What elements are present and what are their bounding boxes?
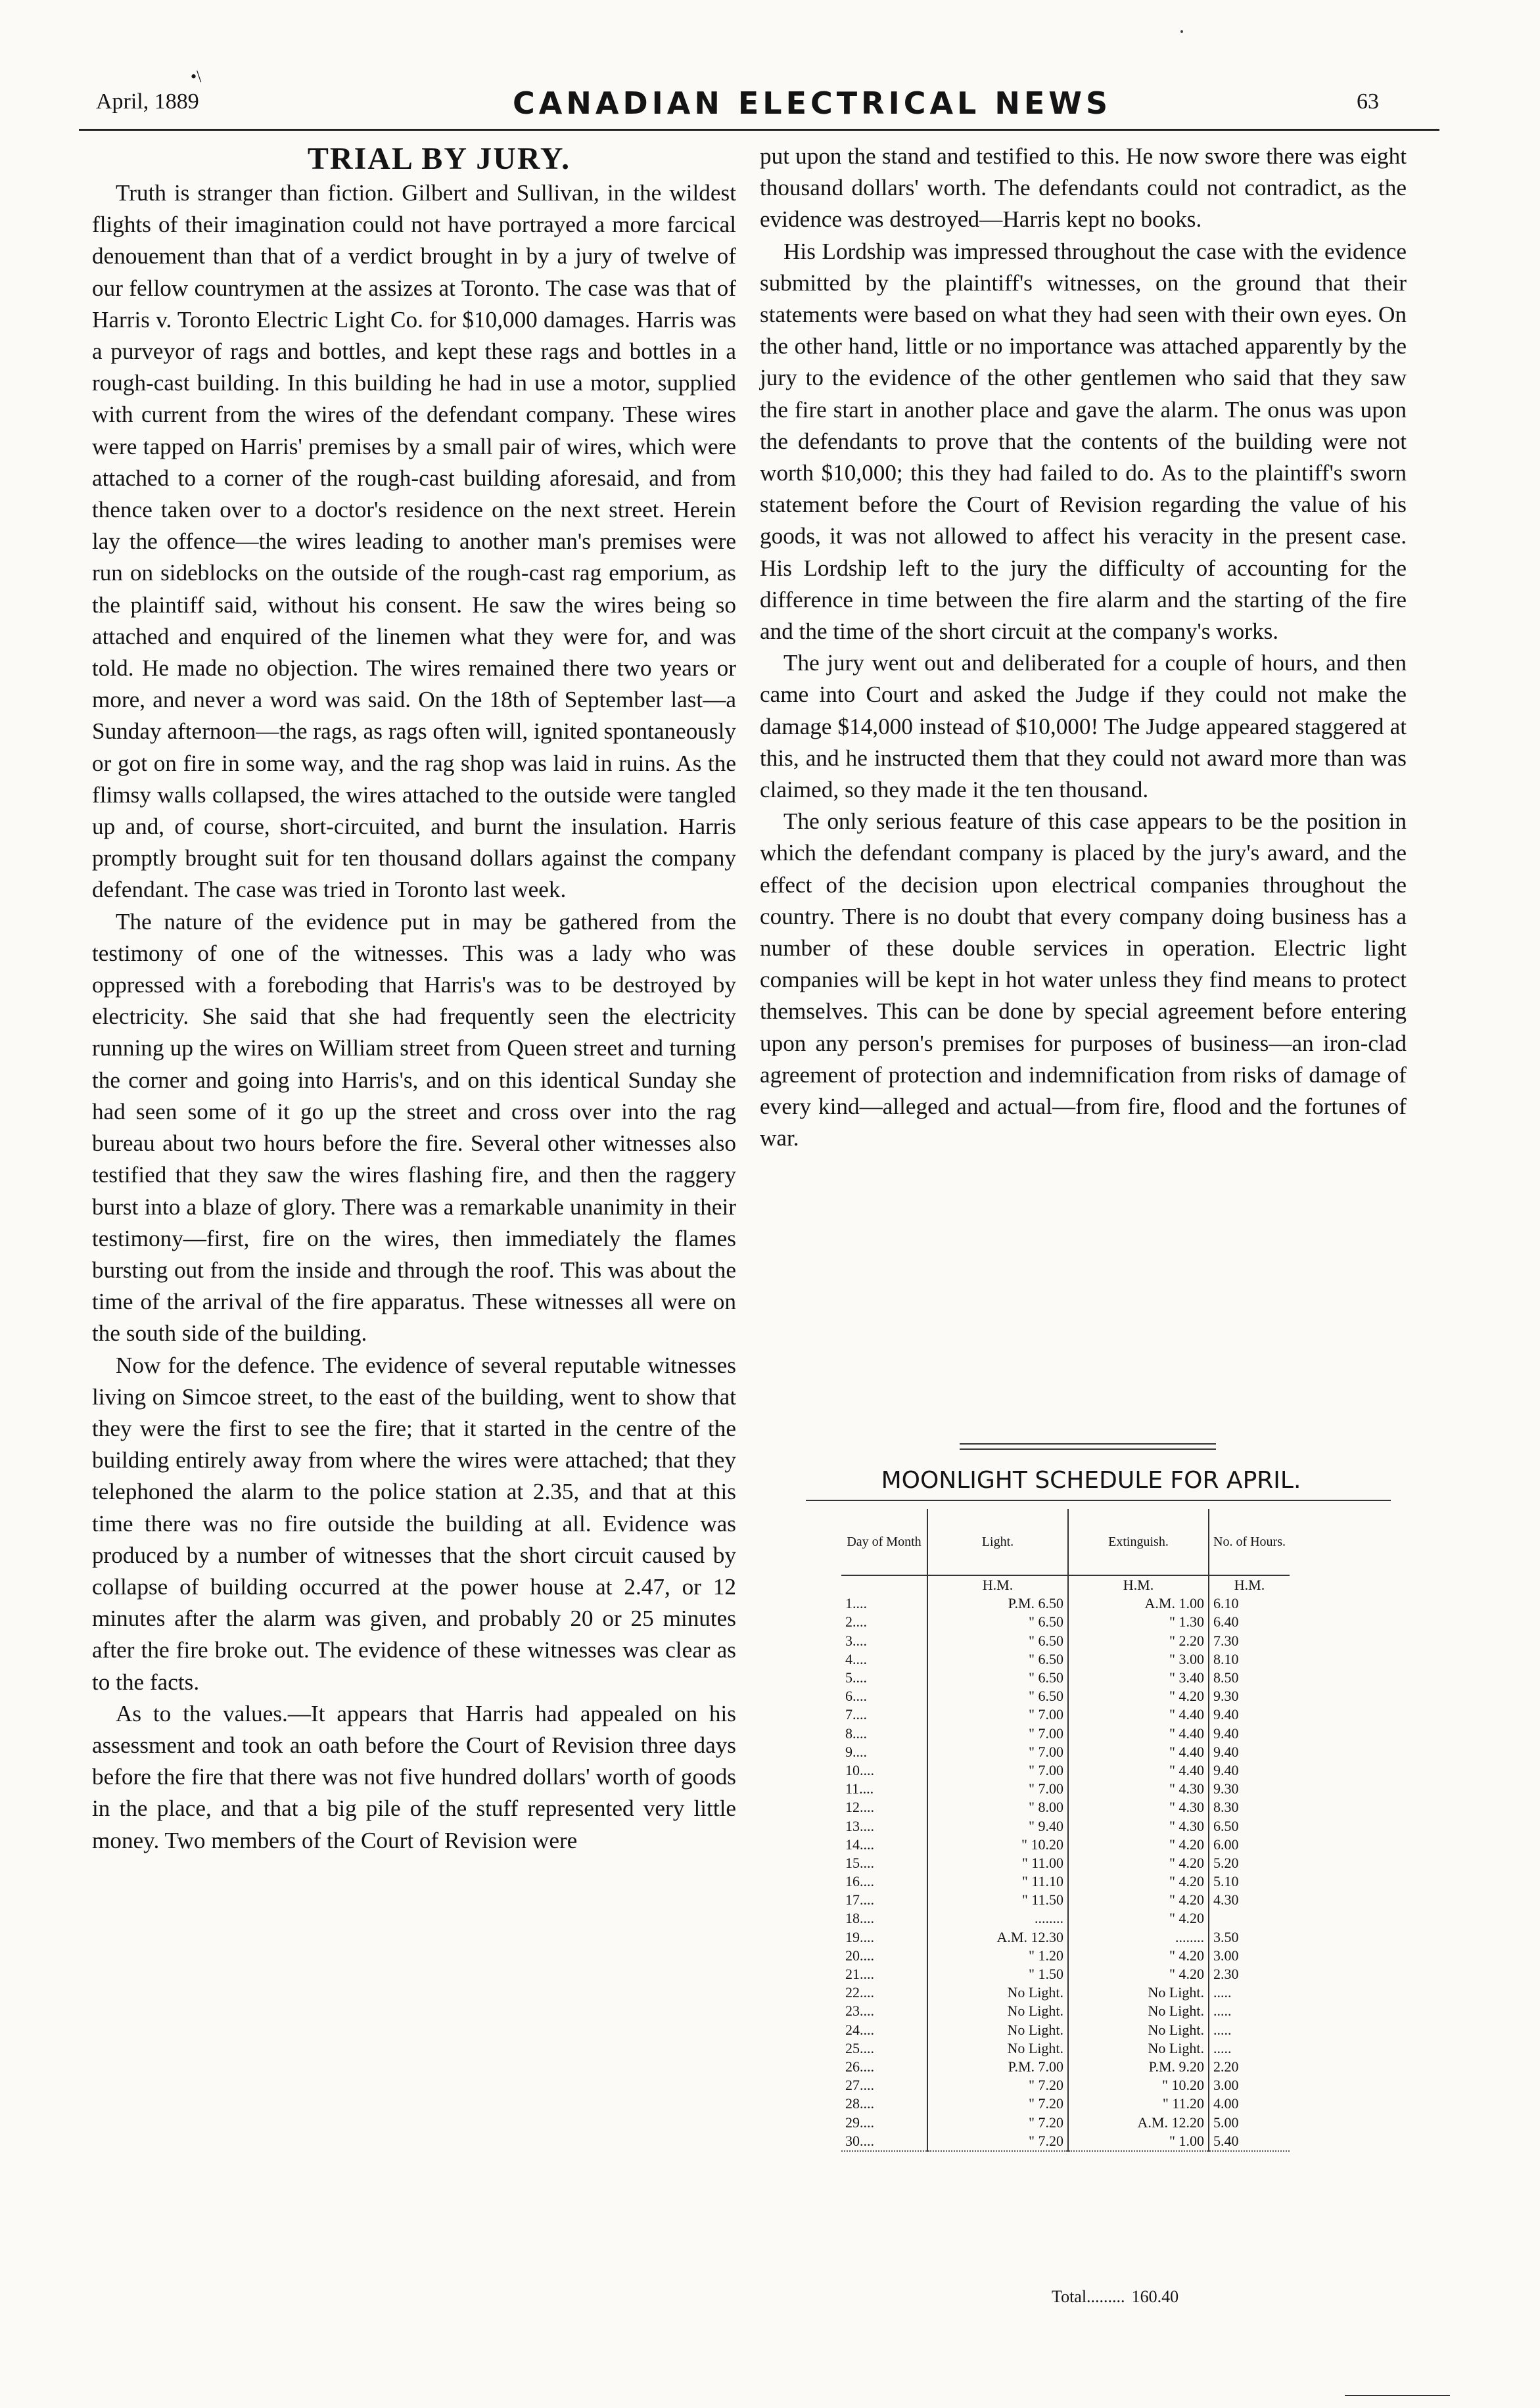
extinguish-cell: ........ — [1068, 1928, 1209, 1947]
article-paragraph: The nature of the evidence put in may be gathered from the testimony of one of the witnesses. This was a lady who was oppressed with a foreboding that Harris's was to be destroyed by electricity. She said that she had frequently seen the electricity running up the wires on William street from Queen street and turning the corner and going into Harris's, and on this identical Sunday she had seen some of it go up the street and cross over into the rag bureau about two hours before the fire. Several other witnesses also testified that they saw the wires flashing fire, and then the raggery burst into a blaze of glory. There was a remarkable unanimity in their testimony—first, fire on the wires, then immediately the flames bursting out from the inside and through the roof. This was about the time of the arrival of the fire apparatus. These witnesses all were on the south side of the building. — [92, 908, 736, 1347]
extinguish-cell: " 1.30 — [1068, 1613, 1209, 1631]
day-cell: 4.... — [845, 1650, 867, 1667]
light-cell: " 7.20 — [927, 2132, 1068, 2151]
day-cell: 2.... — [845, 1613, 867, 1631]
light-cell: " 1.20 — [927, 1947, 1068, 1965]
hours-cell: 7.30 — [1209, 1632, 1290, 1650]
day-cell: 14.... — [845, 1836, 874, 1853]
day-cell: 24.... — [845, 2021, 874, 2038]
extinguish-cell: " 4.40 — [1068, 1725, 1209, 1743]
table-row — [841, 1632, 1290, 1650]
hours-cell: 6.50 — [1209, 1817, 1290, 1835]
extinguish-cell: " 4.20 — [1068, 1965, 1209, 1983]
light-cell: " 11.50 — [927, 1891, 1068, 1909]
hours-cell: ..... — [1209, 1983, 1290, 2002]
light-cell: " 8.00 — [927, 1798, 1068, 1817]
table-row — [841, 1669, 1290, 1687]
light-cell: " 6.50 — [927, 1687, 1068, 1705]
light-cell: " 10.20 — [927, 1836, 1068, 1854]
extinguish-cell: " 4.20 — [1068, 1854, 1209, 1872]
units-cell — [841, 1575, 927, 1594]
hours-cell: 9.40 — [1209, 1725, 1290, 1743]
extinguish-cell: " 4.20 — [1068, 1947, 1209, 1965]
table-row — [841, 1725, 1290, 1743]
day-cell: 20.... — [845, 1947, 874, 1964]
column-header-extinguish: Extinguish. — [1068, 1509, 1209, 1575]
day-cell: 28.... — [845, 2095, 874, 2112]
extinguish-cell: " 4.30 — [1068, 1780, 1209, 1798]
extinguish-cell: A.M. 12.20 — [1068, 2113, 1209, 2131]
table-units-row — [841, 1575, 1290, 1594]
day-cell: 18.... — [845, 1910, 874, 1927]
light-cell: " 11.00 — [927, 1854, 1068, 1872]
day-cell: 25.... — [845, 2039, 874, 2056]
extinguish-cell: " 3.00 — [1068, 1650, 1209, 1669]
extinguish-cell: " 11.20 — [1068, 2095, 1209, 2113]
hours-cell: 9.40 — [1209, 1705, 1290, 1724]
day-cell: 27.... — [845, 2077, 874, 2094]
total-label: Total......... — [1052, 2287, 1125, 2306]
light-cell: " 7.00 — [927, 1780, 1068, 1798]
day-cell: 7.... — [845, 1706, 867, 1723]
light-cell: ........ — [927, 1909, 1068, 1928]
hours-cell: 6.10 — [1209, 1594, 1290, 1613]
article-paragraph: Truth is stranger than fiction. Gilbert and Sullivan, in the wildest flights of their imagination could not have portrayed a more farcical denouement than that of a verdict brought in by a jury of twelve of our fellow countrymen at the assizes at Toronto. The case was that of Harris v. Toronto Electric Light Co. for $10,000 damages. Harris was a purveyor of rags and bottles, and kept these rags and bottles in a rough-cast building. In this building he had in use a motor, supplied with current from the wires of the defendant company. These wires were tapped on Harris' premises by a small pair of wires, which were attached to a corner of the rough-cast building aforesaid, and from thence taken over to a doctor's residence on the next street. Herein lay the offence—the wires leading to another man's premises were run on sideblocks on the outside of the rough-cast rag emporium, as the plaintiff said, without his consent. He saw the wires being so attached and enquired of the linemen what they were for, and was told. He made no objection. The wires remained there two years or more, and never a word was said. On the 18th of September last—a Sunday afternoon—the rags, as rags often will, ignited spontaneously or got on fire in some way, and the rag shop was laid in ruins. As the flimsy walls collapsed, the wires attached to the outside were tangled up and, of course, short-circuited, and burnt the insulation. Harris promptly brought suit for ten thousand dollars against the company defendant. The case was tried in Toronto last week. — [92, 180, 736, 903]
header-date: April, 1889 — [96, 89, 199, 114]
extinguish-cell: " 4.20 — [1068, 1909, 1209, 1928]
day-cell: 10.... — [845, 1761, 874, 1778]
table-row — [841, 1817, 1290, 1835]
hours-cell: 5.00 — [1209, 2113, 1290, 2131]
extinguish-cell: " 4.40 — [1068, 1761, 1209, 1780]
table-row — [841, 1909, 1290, 1928]
light-cell: No Light. — [927, 1983, 1068, 2002]
hours-cell: 9.30 — [1209, 1687, 1290, 1705]
extinguish-cell: " 10.20 — [1068, 2076, 1209, 2095]
extinguish-cell: " 4.20 — [1068, 1891, 1209, 1909]
hours-cell: ..... — [1209, 2002, 1290, 2020]
hours-cell: 5.40 — [1209, 2132, 1290, 2151]
day-cell: 5.... — [845, 1669, 867, 1686]
table-row — [841, 2039, 1290, 2058]
hours-cell: 9.40 — [1209, 1761, 1290, 1780]
extinguish-cell: A.M. 1.00 — [1068, 1594, 1209, 1613]
light-cell: No Light. — [927, 2002, 1068, 2020]
day-cell: 6.... — [845, 1688, 867, 1705]
article-paragraph: His Lordship was impressed throughout the case with the evidence submitted by the plaintiff's witnesses, on the ground that their statements were based on what they had seen with their own eyes. On the other hand, little or no importance was attached apparently by the jury to the evidence of the other gentlemen who said that they saw the fire start in another place and gave the alarm. The onus was upon the defendants to prove that the contents of the building were not worth $10,000; this they had failed to do. As to the plaintiff's sworn statement before the Court of Revision regarding the value of his goods, it was not allowed to affect his veracity in the present case. His Lordship left to the jury the difficulty of accounting for the difference in time between the fire alarm and the starting of the fire and the time of the short circuit at the company's works. — [760, 238, 1407, 645]
light-cell: No Light. — [927, 2039, 1068, 2058]
hours-cell: 5.20 — [1209, 1854, 1290, 1872]
hours-cell: 3.50 — [1209, 1928, 1290, 1947]
hours-cell: 9.30 — [1209, 1780, 1290, 1798]
table-row — [841, 1743, 1290, 1761]
table-row — [841, 1594, 1290, 1613]
article-paragraph: The only serious feature of this case appears to be the position in which the defendant company is placed by the jury's award, and the effect of the decision upon electrical companies throughout the country. There is no doubt that every company doing business has a number of these double services in operation. Electric light companies will be kept in hot water unless they find means to protect themselves. This can be done by special agreement before entering upon any person's premises for purposes of business—an iron-clad agreement of protection and indemnification from risks of damage of every kind—alleged and actual—from fire, flood and the fortunes of war. — [760, 808, 1407, 1151]
light-cell: " 11.10 — [927, 1872, 1068, 1891]
article-paragraph: put upon the stand and testified to this. He now swore there was eight thousand dollars' worth. The defendants could not contradict, as the evidence was destroyed—Harris kept no books. — [760, 143, 1407, 233]
table-row — [841, 1891, 1290, 1909]
table-row — [841, 2076, 1290, 2095]
hours-cell: 6.00 — [1209, 1836, 1290, 1854]
units-cell: H.M. — [1209, 1575, 1290, 1594]
day-cell: 1.... — [845, 1595, 867, 1612]
article-paragraph: As to the values.—It appears that Harris had appealed on his assessment and took an oath before the Court of Revision three days before the fire that there was not five hundred dollars' worth of goods in the place, and that a big pile of the stuff represented very little money. Two members of the Court of Revision were — [92, 1700, 736, 1853]
day-cell: 13.... — [845, 1817, 874, 1834]
article-left-column — [92, 141, 736, 1857]
hours-cell: 9.40 — [1209, 1743, 1290, 1761]
hours-cell: 5.10 — [1209, 1872, 1290, 1891]
light-cell: " 7.20 — [927, 2076, 1068, 2095]
light-cell: " 1.50 — [927, 1965, 1068, 1983]
day-cell: 8.... — [845, 1725, 867, 1742]
table-row — [841, 2113, 1290, 2131]
table-row — [841, 2132, 1290, 2151]
article-right-column — [760, 141, 1407, 1155]
extinguish-cell: " 1.00 — [1068, 2132, 1209, 2151]
extinguish-cell: No Light. — [1068, 2021, 1209, 2039]
section-double-rule — [960, 1443, 1216, 1450]
day-cell: 16.... — [845, 1873, 874, 1890]
table-row — [841, 1761, 1290, 1780]
table-row — [841, 1983, 1290, 2002]
moonlight-schedule-table — [841, 1509, 1290, 2152]
table-row — [841, 1650, 1290, 1669]
table-row — [841, 1928, 1290, 1947]
hours-cell: 2.20 — [1209, 2058, 1290, 2076]
light-cell: " 7.00 — [927, 1761, 1068, 1780]
light-cell: " 7.20 — [927, 2113, 1068, 2131]
hours-cell: 3.00 — [1209, 2076, 1290, 2095]
column-header-day: Day of Month — [847, 1535, 922, 1549]
table-row — [841, 2021, 1290, 2039]
hours-cell: ..... — [1209, 2039, 1290, 2058]
light-cell: " 7.20 — [927, 2095, 1068, 2113]
light-cell: No Light. — [927, 2021, 1068, 2039]
light-cell: " 6.50 — [927, 1613, 1068, 1631]
light-cell: " 6.50 — [927, 1650, 1068, 1669]
total-value: 160.40 — [1131, 2287, 1179, 2306]
hours-cell: 8.30 — [1209, 1798, 1290, 1817]
units-cell: H.M. — [927, 1575, 1068, 1594]
day-cell: 17.... — [845, 1891, 874, 1909]
light-cell: " 6.50 — [927, 1669, 1068, 1687]
light-cell: " 7.00 — [927, 1705, 1068, 1724]
extinguish-cell: " 2.20 — [1068, 1632, 1209, 1650]
extinguish-cell: No Light. — [1068, 2039, 1209, 2058]
schedule-title: MOONLIGHT SCHEDULE FOR APRIL. — [881, 1467, 1301, 1494]
units-cell: H.M. — [1068, 1575, 1209, 1594]
header-mark: •\ — [191, 67, 202, 86]
hours-cell — [1209, 1909, 1290, 1928]
extinguish-cell: " 4.40 — [1068, 1705, 1209, 1724]
light-cell: " 9.40 — [927, 1817, 1068, 1835]
table-row — [841, 1687, 1290, 1705]
table-row — [841, 1836, 1290, 1854]
day-cell: 22.... — [845, 1984, 874, 2001]
table-row — [841, 1965, 1290, 1983]
hours-cell: ..... — [1209, 2021, 1290, 2039]
table-row — [841, 2002, 1290, 2020]
day-cell: 21.... — [845, 1966, 874, 1983]
article-paragraph: The jury went out and deliberated for a couple of hours, and then came into Court and asked the Judge if they could not make the damage $14,000 instead of $10,000! The Judge appeared staggered at this, and he instructed them that they could not award more than was claimed, so they made it the ten thousand. — [760, 650, 1407, 803]
page-number: 63 — [1357, 89, 1379, 114]
extinguish-cell: No Light. — [1068, 2002, 1209, 2020]
hours-cell: 8.10 — [1209, 1650, 1290, 1669]
extinguish-cell: " 4.30 — [1068, 1798, 1209, 1817]
light-cell: " 7.00 — [927, 1725, 1068, 1743]
table-row — [841, 1613, 1290, 1631]
day-cell: 3.... — [845, 1632, 867, 1649]
masthead-title: CANADIAN ELECTRICAL NEWS — [513, 85, 1112, 121]
light-cell: P.M. 7.00 — [927, 2058, 1068, 2076]
extinguish-cell: " 4.20 — [1068, 1872, 1209, 1891]
day-cell: 9.... — [845, 1743, 867, 1760]
day-cell: 30.... — [841, 2132, 927, 2151]
column-header-light: Light. — [927, 1509, 1068, 1575]
light-cell: " 7.00 — [927, 1743, 1068, 1761]
hours-cell: 4.30 — [1209, 1891, 1290, 1909]
extinguish-cell: " 4.20 — [1068, 1687, 1209, 1705]
page-header — [66, 67, 1433, 124]
extinguish-cell: No Light. — [1068, 1983, 1209, 2002]
schedule-total — [1052, 2287, 1178, 2307]
table-row — [841, 1705, 1290, 1724]
schedule-title-rule — [806, 1500, 1391, 1501]
hours-cell: 2.30 — [1209, 1965, 1290, 1983]
day-cell: 23.... — [845, 2003, 874, 2020]
day-cell: 29.... — [845, 2114, 874, 2131]
footer-rule — [1345, 2395, 1450, 2396]
hours-cell: 6.40 — [1209, 1613, 1290, 1631]
article-paragraph: Now for the defence. The evidence of several reputable witnesses living on Simcoe street, to the east of the building, went to show that they were the first to see the fire; that it started in the centre of the building entirely away from where the wires were attached; that they telephoned the alarm to the police station at 2.35, and that at this time there was no fire outside the building at all. Evidence was produced by a number of witnesses that the short circuit caused by collapse of building occurred at the power house at 2.47, or 12 minutes after the alarm was given, and probably 20 or 25 minutes after the fire broke out. The evidence of these witnesses was clear as to the facts. — [92, 1352, 736, 1695]
table-row — [841, 1780, 1290, 1798]
hours-cell: 4.00 — [1209, 2095, 1290, 2113]
table-row — [841, 2058, 1290, 2076]
hours-cell: 8.50 — [1209, 1669, 1290, 1687]
day-cell: 11.... — [845, 1780, 874, 1797]
day-cell: 15.... — [845, 1854, 874, 1871]
light-cell: " 6.50 — [927, 1632, 1068, 1650]
table-row — [841, 2095, 1290, 2113]
article-headline: TRIAL BY JURY. — [307, 141, 571, 176]
day-cell: 12.... — [845, 1799, 874, 1816]
table-row — [841, 1872, 1290, 1891]
table-header-row — [841, 1509, 1290, 1575]
light-cell: A.M. 12.30 — [927, 1928, 1068, 1947]
table-row — [841, 1798, 1290, 1817]
light-cell: P.M. 6.50 — [927, 1594, 1068, 1613]
day-cell: 26.... — [845, 2058, 874, 2075]
table-row — [841, 1947, 1290, 1965]
hours-cell: 3.00 — [1209, 1947, 1290, 1965]
print-speck — [1180, 30, 1183, 33]
day-cell: 19.... — [845, 1928, 874, 1945]
extinguish-cell: " 3.40 — [1068, 1669, 1209, 1687]
schedule-rows — [841, 1594, 1290, 2151]
table-row — [841, 1854, 1290, 1872]
extinguish-cell: P.M. 9.20 — [1068, 2058, 1209, 2076]
header-rule — [79, 129, 1439, 131]
column-header-hours: No. of Hours. — [1209, 1509, 1290, 1575]
extinguish-cell: " 4.20 — [1068, 1836, 1209, 1854]
extinguish-cell: " 4.30 — [1068, 1817, 1209, 1835]
extinguish-cell: " 4.40 — [1068, 1743, 1209, 1761]
